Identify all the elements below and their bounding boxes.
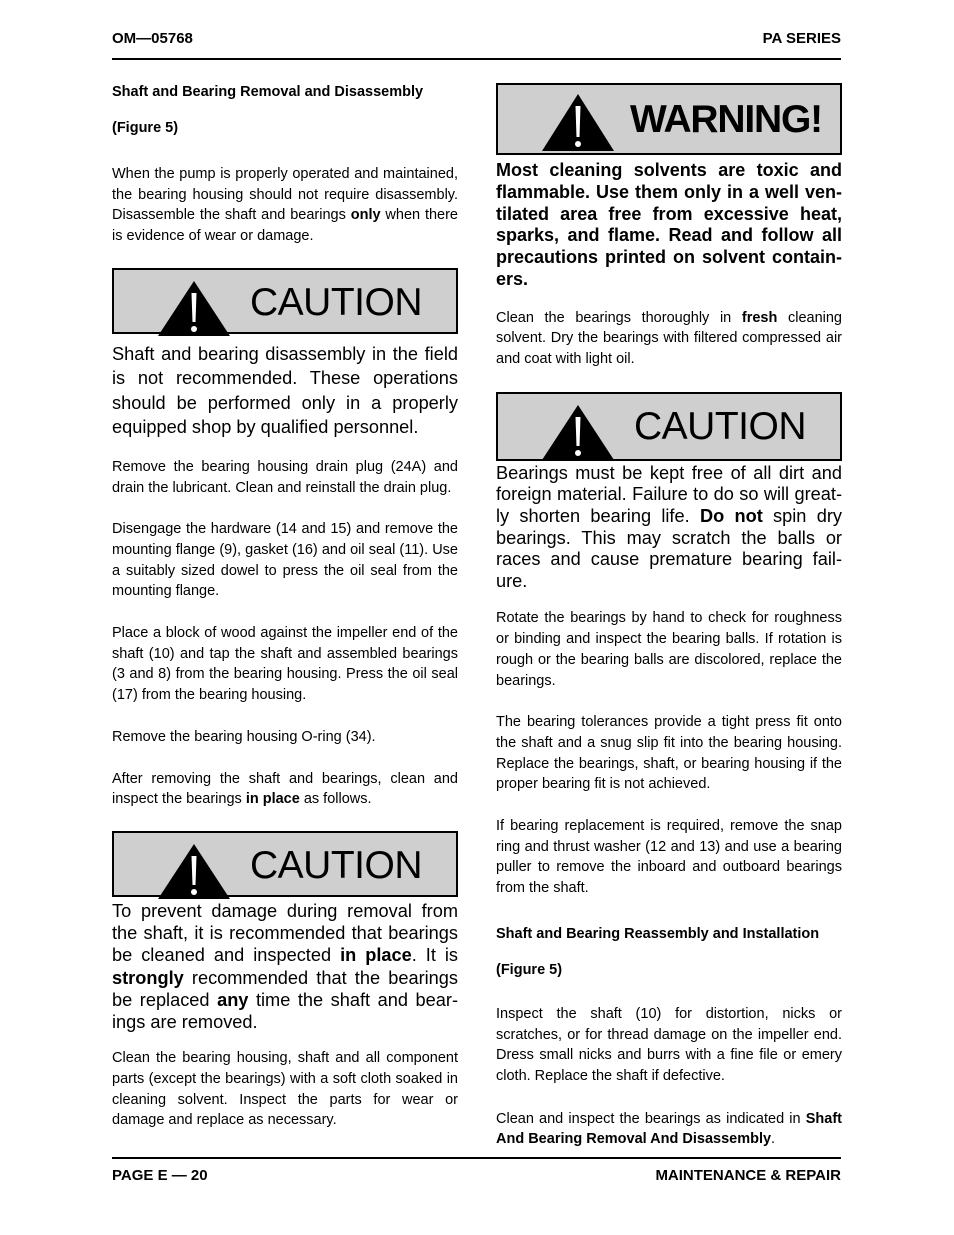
oring-paragraph: Remove the bearing housing O-ring (34). — [112, 728, 376, 745]
warning-label: WARNING! — [630, 98, 822, 141]
fresh-paragraph: Clean the bearings thoroughly in fresh cleaning solvent. Dry the bearings with filtered compressed air and coat with light oil. — [496, 309, 842, 368]
tolerance-paragraph: The bearing tolerances provide a tight press fit onto the shaft and a snug slip fit into the bearing housing. Replace the bearings, shaft, or bearing housing if the proper bearing fit is not achieved. — [496, 714, 842, 793]
figure-reference: (Figure 5) — [112, 120, 179, 136]
disengage-paragraph: Disengage the hardware (14 and 15) and remove the mounting flange (9), gasket (16) and oil seal (11). Use a suitably sized dowel to press the oil seal from the mounting flange. — [112, 521, 458, 600]
caution-text: To prevent damage during removal from the shaft, it is recommended that bearings be cleaned and inspected in place. It is strongly recommended that the bearings be replaced any time the shaft and bearings are removed. — [112, 900, 458, 1032]
document-number: OM—05768 — [112, 30, 193, 47]
header-rule — [112, 58, 841, 60]
inspect-paragraph: Inspect the shaft (10) for distortion, nicks or scratches, or for thread damage on the impeller end. Dress small nicks and burrs with a fine file or emery cloth. Replace the shaft if defective. — [496, 1005, 842, 1084]
caution-text: Bearings must be kept free of all dirt and foreign material. Failure to do so will greatly shorten bearing life. Do not spin dry bearings. This may scratch the balls or races and cause premature bearing failure. — [496, 462, 842, 591]
caution-box — [112, 268, 458, 334]
section-name: MAINTENANCE & REPAIR — [655, 1167, 841, 1184]
caution-box — [112, 831, 458, 897]
page-number: PAGE E — 20 — [112, 1167, 208, 1184]
section-heading-removal: Shaft and Bearing Removal and Disassembly — [112, 84, 424, 100]
series-title: PA SERIES — [762, 30, 841, 47]
caution-box — [496, 392, 842, 461]
intro-paragraph: When the pump is properly operated and maintained, the bearing housing should not require disassembly. Disassemble the shaft and bearings only when there is evidence of wear or damage. — [112, 166, 458, 245]
block-paragraph: Place a block of wood against the impeller end of the shaft (10) and tap the shaft and assembled bearings (3 and 8) from the bearing housing. Press the oil seal (17) from the bearing housing. — [112, 625, 458, 704]
warning-text: Most cleaning solvents are toxic and flammable. Use them only in a well ventilated area free from excessive heat, sparks, and flame. Read and follow all precautions printed on solvent containers. — [496, 160, 842, 289]
rotate-paragraph: Rotate the bearings by hand to check for roughness or binding and inspect the bearing balls. If rotation is rough or the bearing balls are discolored, replace the bearings. — [496, 610, 842, 689]
after-paragraph: After removing the shaft and bearings, clean and inspect the bearings in place as follows. — [112, 770, 458, 808]
warning-triangle-icon — [540, 92, 616, 152]
warning-box — [496, 83, 842, 155]
warning-triangle-icon — [156, 279, 232, 337]
caution-label: CAUTION — [250, 280, 422, 324]
caution-label: CAUTION — [634, 404, 806, 448]
drain-paragraph: Remove the bearing housing drain plug (24A) and drain the lubricant. Clean and reinstall the drain plug. — [112, 458, 458, 496]
final-paragraph: Clean and inspect the bearings as indicated in Shaft And Bearing Removal And Disassembly. — [496, 1110, 842, 1148]
clean-paragraph: Clean the bearing housing, shaft and all component parts (except the bearings) with a soft cloth soaked in cleaning solvent. Inspect the parts for wear or damage and replace as necessary. — [112, 1050, 458, 1129]
caution-text: Shaft and bearing disassembly in the field is not recommended. These operations should be performed only in a properly equipped shop by qualified personnel. — [112, 343, 458, 438]
section-heading-reassembly: Shaft and Bearing Reassembly and Installation — [496, 925, 820, 942]
warning-triangle-icon — [540, 403, 616, 461]
left-column — [112, 82, 458, 1131]
footer-rule — [112, 1157, 841, 1159]
warning-triangle-icon — [156, 842, 232, 900]
caution-label: CAUTION — [250, 843, 422, 887]
figure-reference: (Figure 5) — [496, 961, 563, 978]
replace-paragraph: If bearing replacement is required, remove the snap ring and thrust washer (12 and 13) and use a bearing puller to remove the inboard and outboard bearings from the shaft. — [496, 818, 842, 897]
right-column — [496, 82, 842, 1150]
